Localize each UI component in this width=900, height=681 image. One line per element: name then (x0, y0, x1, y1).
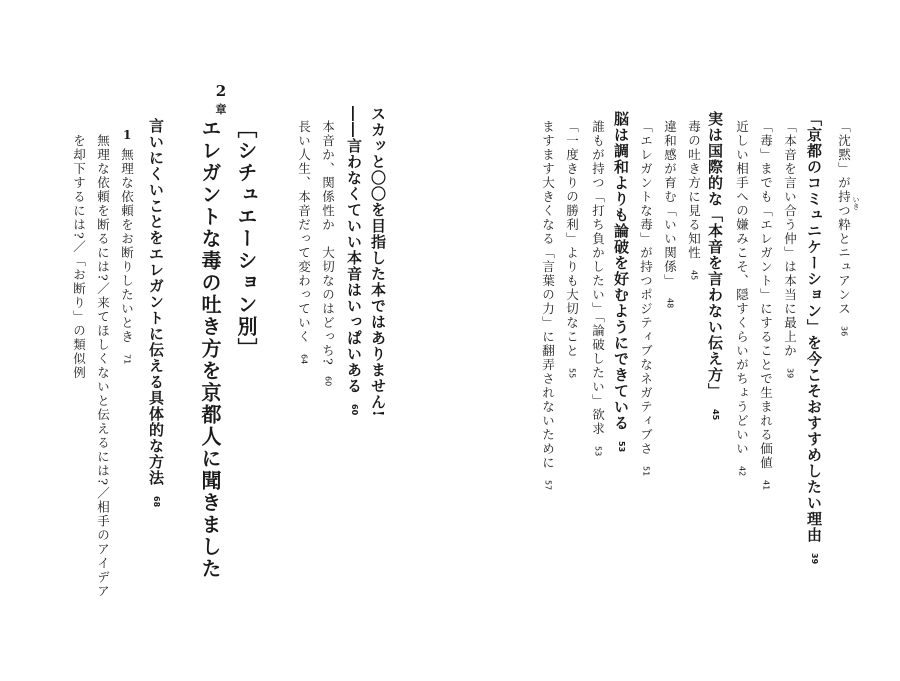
page-number: 42 (737, 466, 747, 477)
item-subtopics-line2: を却下するには?／「お断り」の類似例 (71, 134, 87, 381)
entry-text: 誰もが持つ「打ち負かしたい」「論破したい」欲求 (590, 120, 606, 436)
chapter-title-line1[interactable]: ［シチュエーション別］ (234, 118, 258, 360)
page-number: 71 (122, 354, 132, 365)
entry-text: 近しい相手への嫌みこそ、隠すくらいがちょうどいい (734, 120, 750, 456)
entry-text: 本音か、関係性か 大切なのはどっち? (320, 120, 336, 367)
section-title-text: 言いにくいことをエレガントに伝える具体的な方法 (147, 118, 165, 486)
section-title[interactable] (148, 118, 163, 507)
page-number: 60 (350, 404, 359, 416)
entry-text: 「毒」までも「エレガント」にすることで生まれる価値 (758, 120, 774, 470)
toc-entry[interactable] (783, 120, 796, 378)
entry-text: 京都のコミュニケーション」を今こそおすすめしたい理由 (805, 127, 823, 543)
page-number: 39 (810, 553, 819, 565)
page-number: 68 (152, 496, 161, 508)
toc-entry[interactable] (759, 120, 772, 490)
chapter-number-digit: 2 (215, 82, 227, 100)
entry-text: ――言わなくていい本音はいっぱいある (345, 106, 363, 394)
toc-entry[interactable] (613, 111, 628, 452)
entry-text: 「沈黙」が持つ粋とニュアンス (836, 120, 852, 316)
page-number: 45 (689, 270, 699, 281)
page-number: 53 (617, 441, 626, 453)
page-number: 36 (839, 326, 849, 337)
toc-entry[interactable] (591, 120, 604, 456)
ruby-annotation: いき (852, 196, 860, 210)
entry-text: 「エレガントな毒」が持つポジティブなネガティブさ (638, 120, 654, 456)
entry-text: スカッと〇〇を目指した本ではありません! (369, 106, 387, 418)
toc-entry[interactable] (663, 120, 676, 308)
page-number: 41 (761, 480, 771, 491)
chapter-number (206, 84, 236, 117)
toc-entry[interactable] (806, 111, 821, 564)
page-number: 51 (641, 466, 651, 477)
item-subtopics-line1: 無理な依頼を断るには?／来てほしくないと伝えるには?／相手のアイデア (95, 134, 111, 599)
page-number: 60 (323, 376, 333, 387)
item-number: 1 (123, 128, 132, 142)
entry-text: 実は国際的な「本音を言わない伝え方」 (706, 111, 724, 399)
item-title[interactable] (120, 148, 133, 364)
entry-text: ますます大きくなる「言葉の力」に翻弄されないために (540, 120, 556, 470)
entry-prefix: 「 (805, 111, 823, 127)
page-number: 45 (711, 409, 720, 421)
page-number: 39 (785, 368, 795, 379)
entry-text: 毒の吐き方に見る知性 (686, 120, 702, 260)
page-number: 57 (543, 480, 553, 491)
page-number: 55 (567, 368, 577, 379)
toc-entry[interactable] (687, 120, 700, 280)
toc-entry[interactable] (346, 106, 361, 415)
toc-entry[interactable] (297, 120, 310, 364)
entry-text: 脳は調和よりも論破を好むようにできている (612, 111, 630, 431)
toc-entry[interactable] (370, 106, 385, 418)
toc-entry[interactable] (565, 120, 578, 378)
page-number: 53 (593, 445, 603, 456)
toc-entry[interactable] (707, 111, 722, 420)
entry-text: 長い人生、本音だって変わっていく (296, 120, 312, 344)
item-title-text: 無理な依頼をお断りしたいとき (119, 148, 135, 344)
toc-entry[interactable] (321, 120, 334, 386)
page-number: 64 (299, 354, 309, 365)
chapter-title-line2[interactable]: エレガントな毒の吐き方を京都人に聞きました (198, 118, 222, 580)
entry-text: 「一度きりの勝利」よりも大切なこと (564, 120, 580, 358)
toc-entry[interactable] (639, 120, 652, 476)
toc-entry[interactable] (541, 120, 554, 490)
entry-text: 違和感が育む「いい関係」 (662, 120, 678, 288)
entry-text: 「本音を言い合う仲」は本当に最上か (782, 120, 798, 358)
chapter-label: 章 (215, 103, 227, 116)
toc-entry[interactable] (735, 120, 748, 476)
page-number: 48 (665, 298, 675, 309)
toc-entry[interactable] (837, 120, 850, 336)
